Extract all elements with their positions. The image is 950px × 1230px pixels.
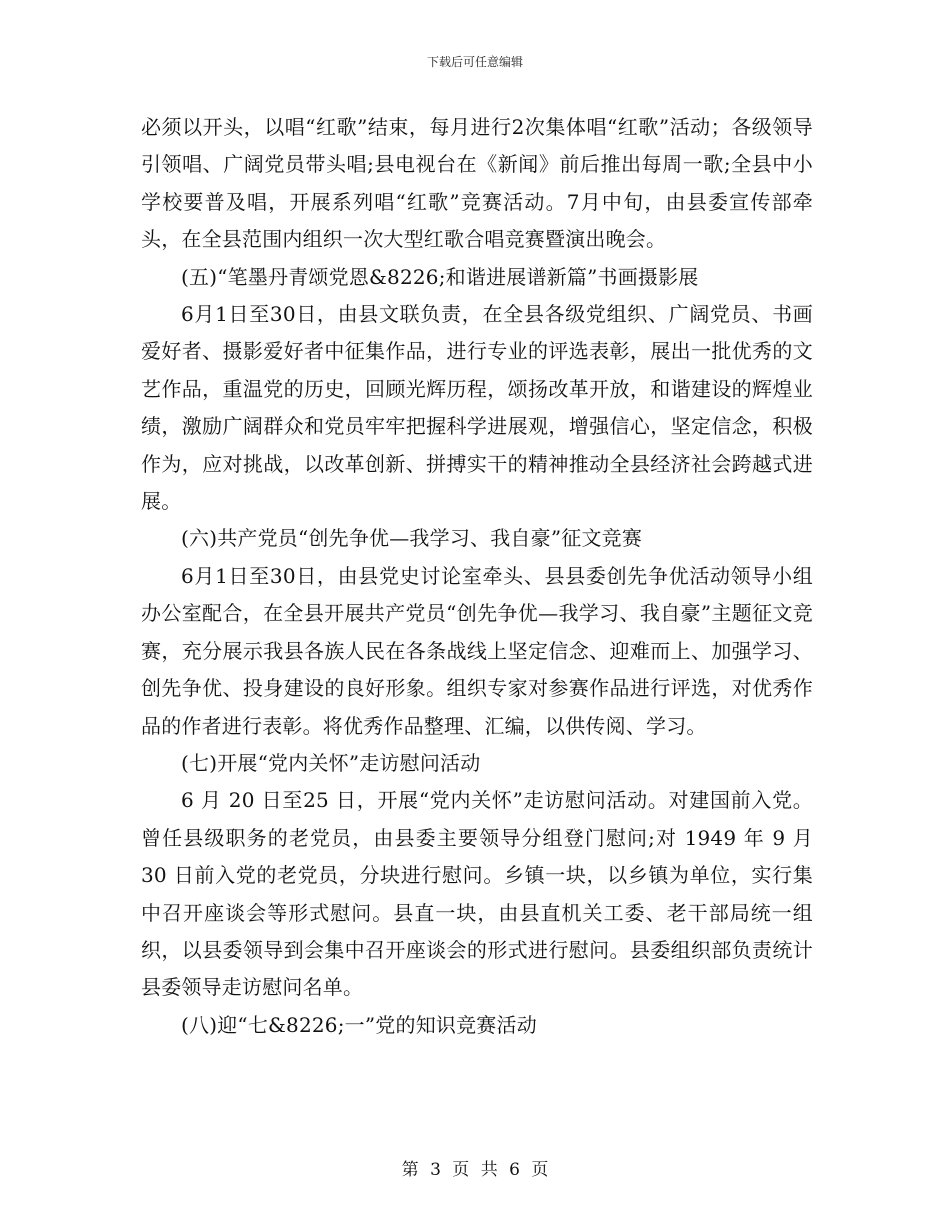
- paragraph-section-6: 6月1日至30日，由县党史讨论室牵头、县县委创先争优活动领导小组办公室配合，在全县开展共产党员“创先争优—我学习、我自豪”主题征文竞赛，充分展示我县各族人民在各条战线上坚定信念、迎难而上、加强学习、创先争优、投身建设的良好形象。组织专家对参赛作品进行评选，对优秀作品的作者进行表彰。将优秀作品整理、汇编，以供传阅、学习。: [141, 563, 813, 738]
- paragraph-section-5: 6月1日至30日，由县文联负责，在全县各级党组织、广阔党员、书画爱好者、摄影爱好者中征集作品，进行专业的评选表彰，展出一批优秀的文艺作品，重温党的历史，回顾光辉历程，颂扬改革开放，和谐建设的辉煌业绩，激励广阔群众和党员牢牢把握科学进展观，增强信心，坚定信念，积极作为，应对挑战，以改革创新、拼搏实干的精神推动全县经济社会跨越式进展。: [141, 302, 813, 514]
- paragraph-section-7: 6 月 20 日至25 日，开展“党内关怀”走访慰问活动。对建国前入党。 曾任县级职务的老党员，由县委主要领导分组登门慰问;对 1949 年 9 月 30 日前入党的老党员，分块进行慰问。乡镇一块，以乡镇为单位，实行集中召开座谈会等形式慰问。县直一块，由县直机关工委、老干部局统一组织，以县委领导到会集中召开座谈会的形式进行慰问。县委组织部负责统计县委领导走访慰问名单。: [141, 788, 813, 1000]
- document-body: [141, 109, 813, 1044]
- section-heading-6: (六)共产党员“创先争优—我学习、我自豪”征文竞赛: [181, 526, 643, 551]
- section-heading-7: (七)开展“党内关怀”走访慰问活动: [181, 750, 481, 775]
- paragraph-continuation: 必须以开头，以唱“红歌”结束，每月进行2次集体唱“红歌”活动；各级领导引领唱、广阔党员带头唱;县电视台在《新闻》前后推出每周一歌;全县中小学校要普及唱，开展系列唱“红歌”竞赛活动。7月中旬，由县委宣传部牵头，在全县范围内组织一次大型红歌合唱竞赛暨演出晚会。: [141, 115, 813, 252]
- page-footer-number: 第 3 页 共 6 页: [401, 1160, 549, 1180]
- section-heading-5: (五)“笔墨丹青颂党恩&8226;和谐进展谱新篇”书画摄影展: [181, 264, 699, 289]
- page-header-note: 下载后可任意编辑: [426, 55, 523, 69]
- section-heading-8: (八)迎“七&8226;一”党的知识竞赛活动: [181, 1012, 537, 1037]
